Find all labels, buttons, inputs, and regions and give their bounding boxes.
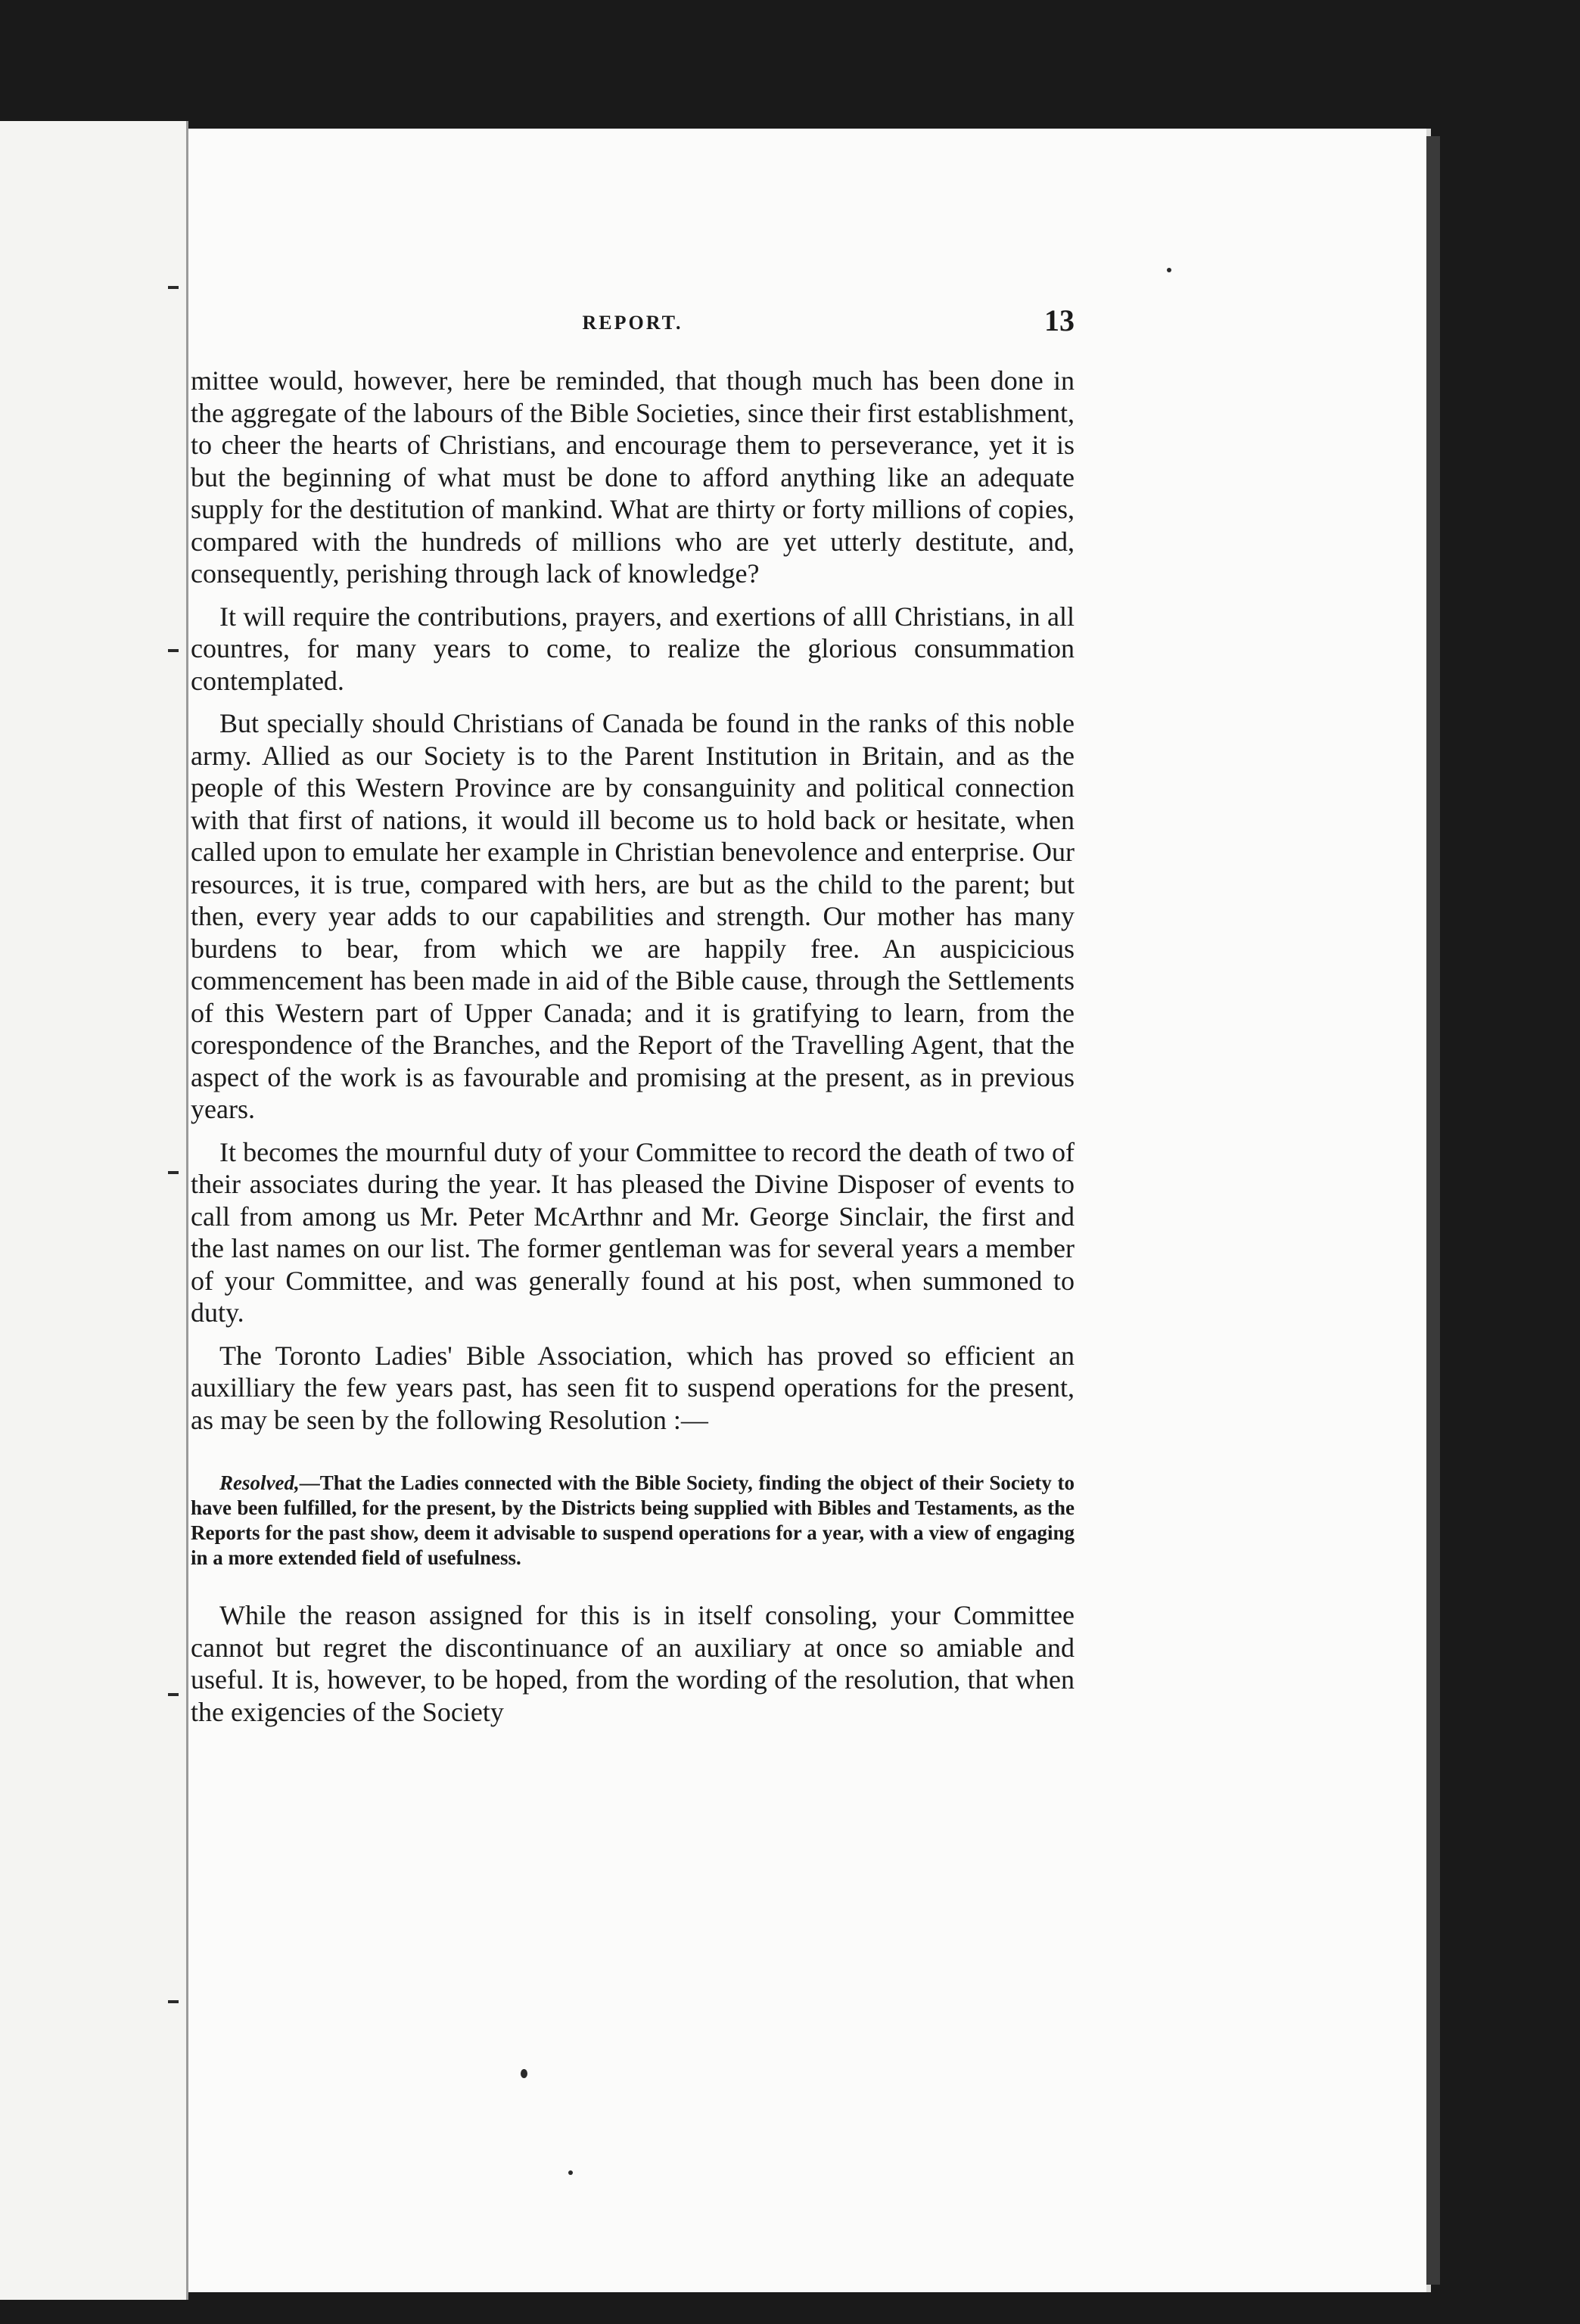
paragraph-closing: While the reason assigned for this is in itself consoling, your Committee cannot but regret the discontinuance of an auxiliary at once so amiable and useful. It is, however, to be hoped, from the wording of the resolution, that when the exigencies of the Society — [191, 1600, 1075, 1727]
page-number: 13 — [1044, 303, 1075, 337]
ink-speck — [568, 2170, 573, 2175]
paragraph: The Toronto Ladies' Bible Association, which has proved so efficient an auxilliary the few years past, has seen fit to suspend operations for the present, as may be seen by the following Resolution :— — [191, 1340, 1075, 1435]
running-title: REPORT. — [582, 312, 683, 334]
resolution-lead: Resolved, — [219, 1471, 300, 1494]
text-column — [191, 303, 1075, 1738]
running-head — [191, 303, 1075, 348]
paragraph: But specially should Christians of Canada be found in the ranks of this noble army. Allied as our Society is to the Parent Institution in Britain, and as the people of this Western Province are by consanguinity and political connection with that first of nations, it would ill become us to hold back or hesitate, when called upon to emulate her example in Christian benevolence and enterprise. Our resources, it is true, compared with hers, are but as the child to the parent; but then, every year adds to our capabilities and strength. Our mother has many burdens to bear, from which we are happily free. An auspicicious commencement has been made in aid of the Bible cause, through the Settlements of this Western part of Upper Canada; and it is gratifying to learn, from the corespondence of the Branches, and the Report of the Travelling Agent, that the aspect of the work is as favourable and promising at the present, as in previous years. — [191, 708, 1075, 1124]
page-edge-shadow — [1426, 136, 1440, 2285]
ink-speck — [1167, 268, 1171, 272]
resolution-text: —That the Ladies connected with the Bible Society, finding the object of their Society to have been fulfilled, for the present, by the Districts being supplied with Bibles and Testaments, as the Reports for the past show, deem it advisable to suspend operations for a year, with a view of engaging in a more extended field of usefulness. — [191, 1471, 1075, 1569]
left-facing-page — [0, 121, 188, 2300]
ink-speck — [521, 2069, 527, 2078]
margin-mark — [168, 286, 179, 289]
margin-mark — [168, 1693, 179, 1696]
paragraph-continued: mittee would, however, here be reminded, that though much has been done in the aggregate of the labours of the Bible Societies, since their first establishment, to cheer the hearts of Christians, and encourage them to perseverance, yet it is but the beginning of what must be done to afford anything like an adequate supply for the destitution of mankind. What are thirty or forty millions of copies, compared with the hundreds of millions who are yet utterly destitute, and, consequently, perishing through lack of knowledge? — [191, 365, 1075, 589]
paragraph: It will require the contributions, prayers, and exertions of alll Christians, in all countres, for many years to come, to realize the glorious consummation contemplated. — [191, 601, 1075, 696]
margin-mark — [168, 2000, 179, 2003]
resolution-quote — [191, 1471, 1075, 1571]
margin-mark — [168, 649, 179, 652]
paragraph: It becomes the mournful duty of your Committee to record the death of two of their associates during the year. It has pleased the Divine Disposer of events to call from among us Mr. Peter McArthnr and Mr. George Sinclair, the first and the last names on our list. The former gentleman was for several years a member of your Committee, and was generally found at his post, when summoned to duty. — [191, 1136, 1075, 1328]
margin-mark — [168, 1171, 179, 1174]
